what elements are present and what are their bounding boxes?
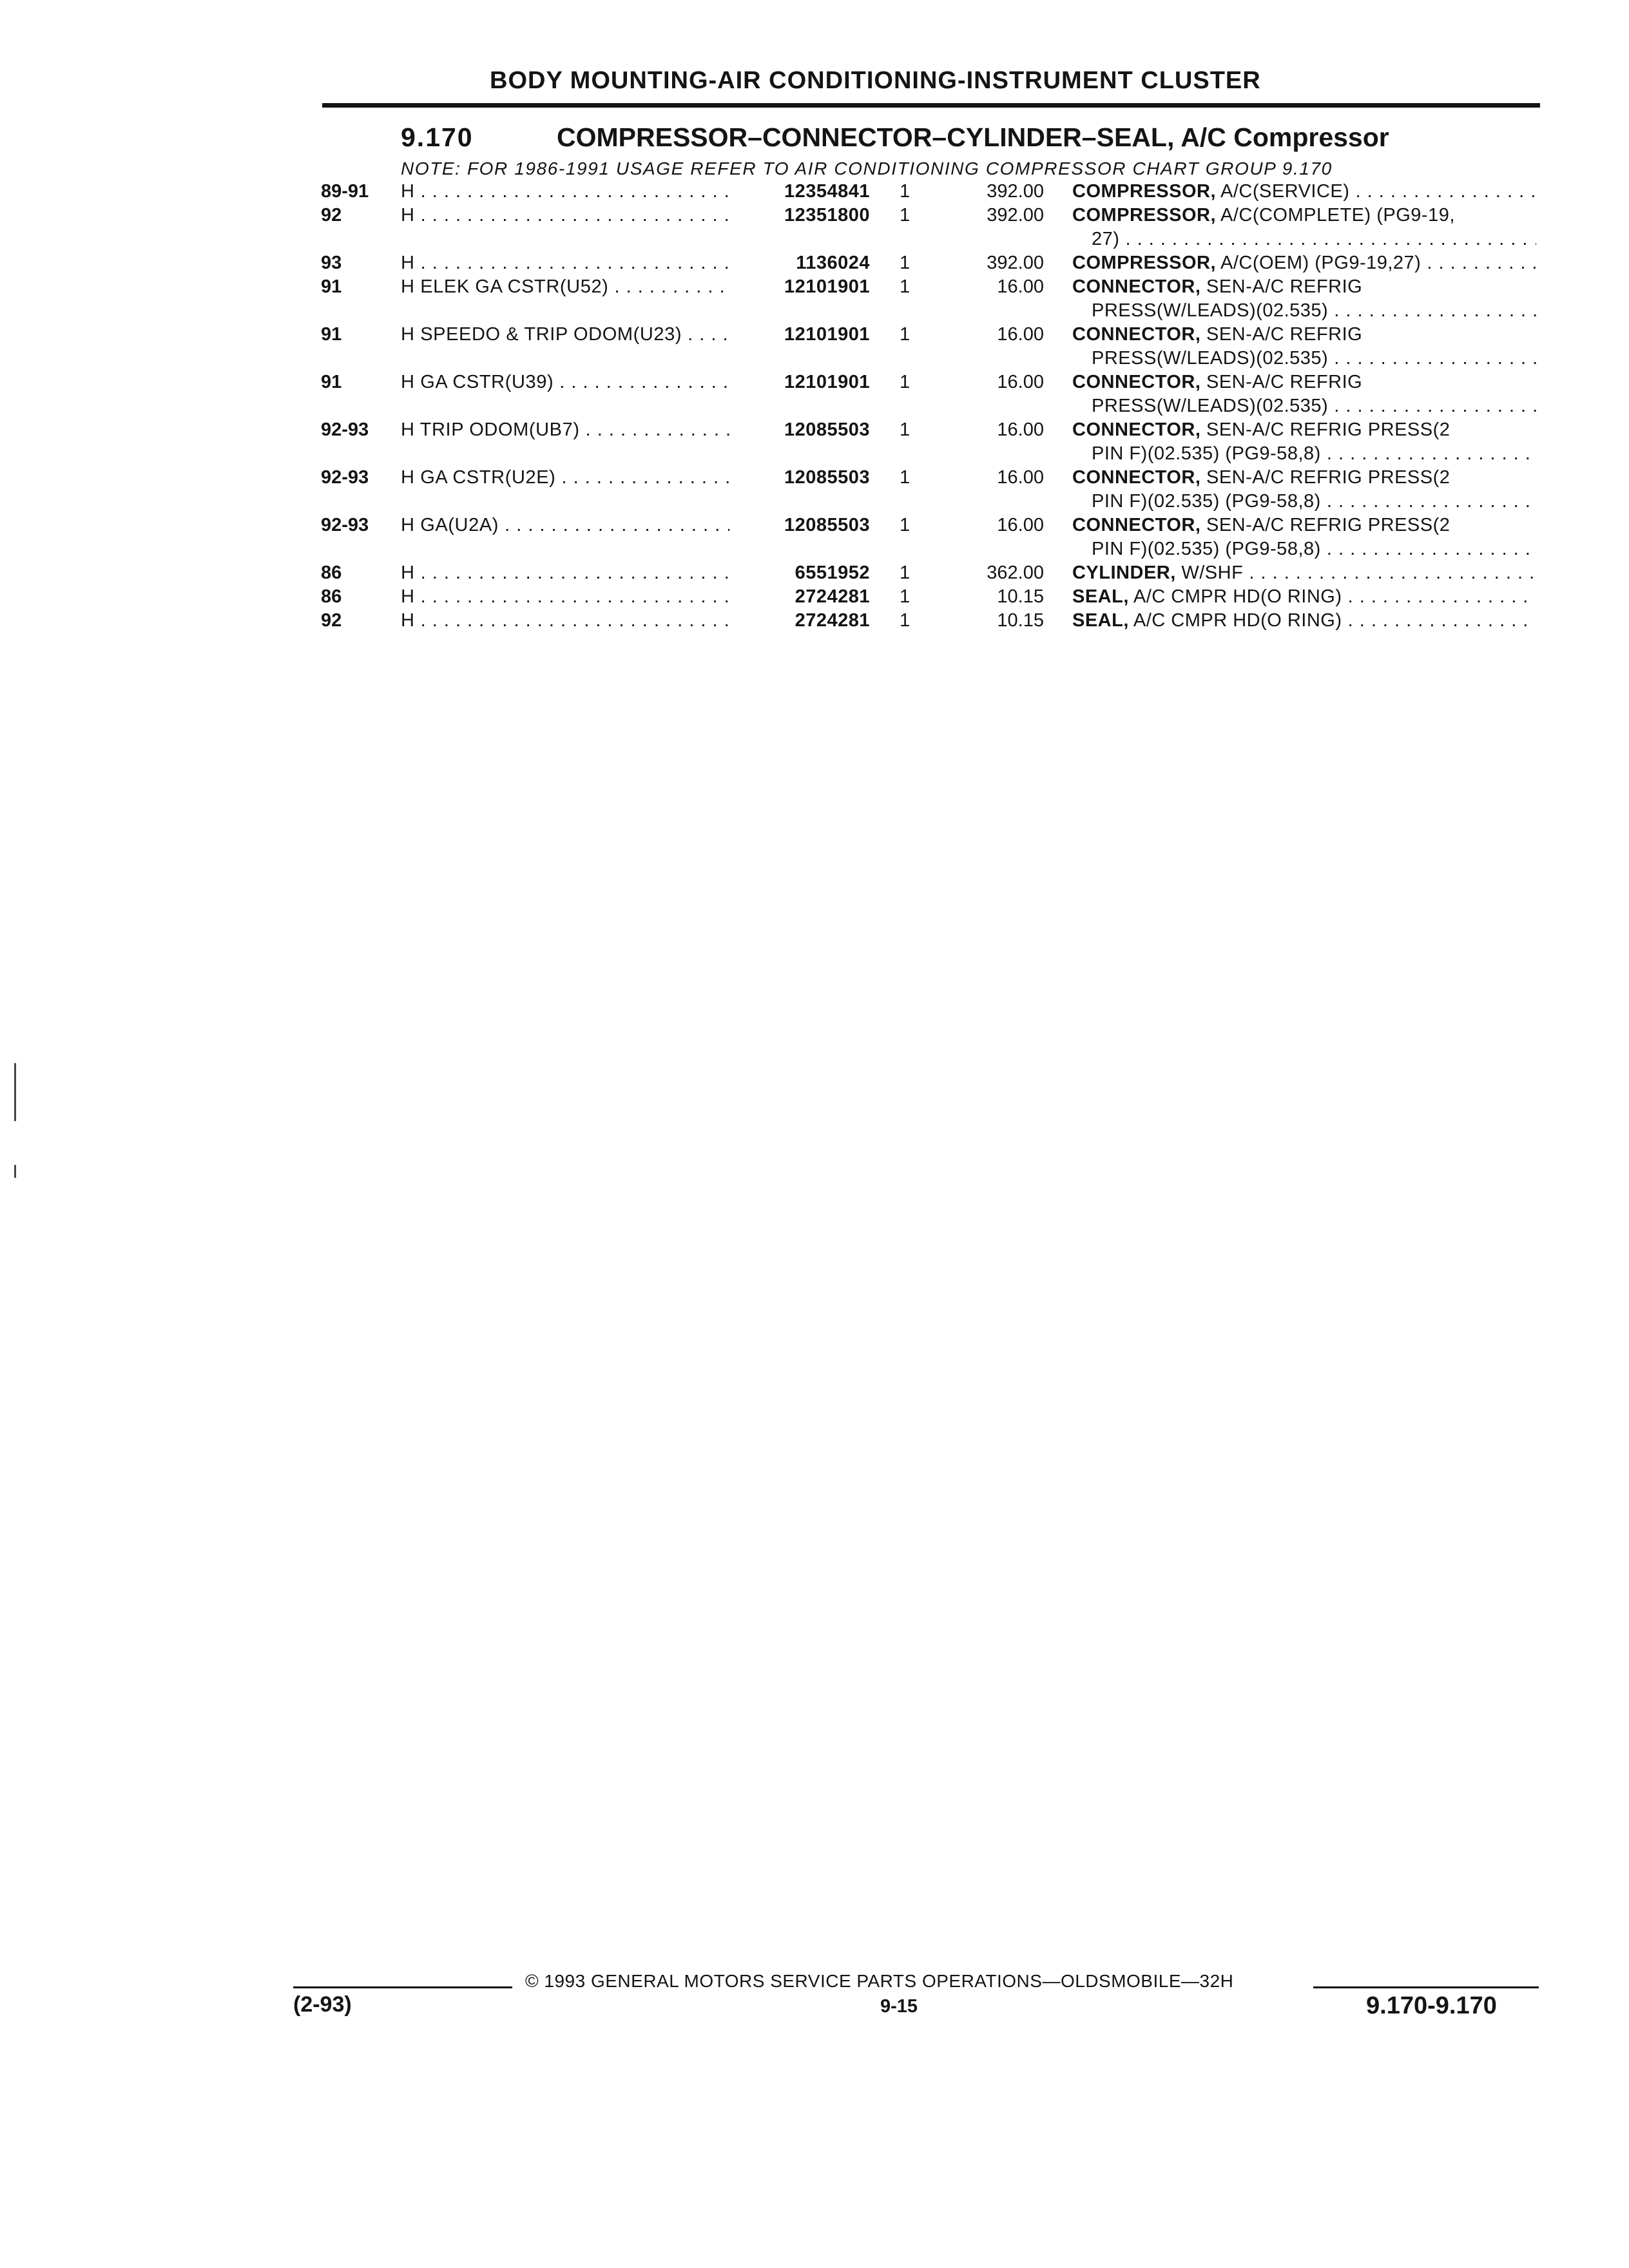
part-name: CONNECTOR, xyxy=(1072,276,1201,297)
year-cell: 91 xyxy=(321,372,342,392)
part-number-cell: 2724281 xyxy=(733,585,870,609)
description-line xyxy=(1072,418,1536,442)
table-row xyxy=(0,561,1629,585)
part-detail: SEN-A/C REFRIG xyxy=(1200,372,1363,392)
usage-cell: H SPEEDO & TRIP ODOM(U23) . . . xyxy=(401,323,729,347)
quantity-cell: 1 xyxy=(900,205,911,226)
footer-copyright: © 1993 GENERAL MOTORS SERVICE PARTS OPERATIONS—OLDSMOBILE—32H xyxy=(525,1971,1234,1991)
part-detail: A/C(OEM) (PG9-19,27) xyxy=(1216,253,1422,273)
description-line xyxy=(1072,466,1536,490)
part-number-cell: 12101901 xyxy=(733,370,870,394)
footer-section-range: 9.170-9.170 xyxy=(1366,1992,1497,2019)
table-row xyxy=(0,609,1629,633)
price-cell: 16.00 xyxy=(997,372,1044,392)
quantity-cell: 1 xyxy=(900,372,911,392)
part-name: CONNECTOR, xyxy=(1072,372,1201,392)
year-cell: 92 xyxy=(321,610,342,631)
price-cell: 10.15 xyxy=(997,610,1044,631)
part-number-cell: 12085503 xyxy=(733,514,870,537)
table-row xyxy=(0,275,1629,323)
year-cell: 92-93 xyxy=(321,515,369,535)
part-detail: A/C(COMPLETE) (PG9-19, xyxy=(1216,205,1455,226)
price-cell: 16.00 xyxy=(997,276,1044,297)
usage-cell: H . . . xyxy=(401,609,729,633)
table-row xyxy=(0,180,1629,204)
usage-cell: H GA(U2A) . . . xyxy=(401,514,729,537)
description-cell xyxy=(1072,466,1536,514)
section-note: NOTE: FOR 1986-1991 USAGE REFER TO AIR CONDITIONING COMPRESSOR CHART GROUP 9.170 xyxy=(401,159,1333,178)
table-row xyxy=(0,323,1629,370)
part-detail: SEN-A/C REFRIG xyxy=(1200,324,1363,345)
description-cell xyxy=(1072,323,1536,370)
footer-page-number: 9-15 xyxy=(880,1996,918,2017)
description-continuation: PRESS(W/LEADS)(02.535) . . . xyxy=(1072,394,1536,418)
year-cell: 89-91 xyxy=(321,181,369,202)
part-number-cell: 12354841 xyxy=(733,180,870,204)
footer-rule-left xyxy=(293,1986,512,1988)
part-name: CONNECTOR, xyxy=(1072,515,1201,535)
part-name: CONNECTOR, xyxy=(1072,419,1201,440)
year-cell: 92-93 xyxy=(321,419,369,440)
price-cell: 392.00 xyxy=(987,253,1044,273)
usage-cell: H ELEK GA CSTR(U52) . . . xyxy=(401,275,729,299)
description-line xyxy=(1072,370,1536,394)
description-cell xyxy=(1072,609,1536,633)
part-number-cell: 12101901 xyxy=(733,323,870,347)
part-detail: A/C(SERVICE) xyxy=(1216,181,1350,202)
description-line xyxy=(1072,323,1536,347)
year-cell: 92 xyxy=(321,205,342,226)
description-continuation: 27) . . . xyxy=(1072,227,1536,251)
table-row xyxy=(0,204,1629,251)
usage-cell: H . . . xyxy=(401,251,729,275)
price-cell: 10.15 xyxy=(997,586,1044,607)
description-continuation: PIN F)(02.535) (PG9-58,8) . . . xyxy=(1072,490,1536,514)
quantity-cell: 1 xyxy=(900,610,911,631)
year-cell: 92-93 xyxy=(321,467,369,488)
part-detail: A/C CMPR HD(O RING) xyxy=(1128,586,1342,607)
description-line xyxy=(1072,204,1536,227)
price-cell: 16.00 xyxy=(997,515,1044,535)
part-name: SEAL, xyxy=(1072,610,1129,631)
description-cell xyxy=(1072,561,1536,585)
part-number-cell: 1136024 xyxy=(733,251,870,275)
quantity-cell: 1 xyxy=(900,324,911,345)
part-number-cell: 12085503 xyxy=(733,418,870,442)
part-number-cell: 6551952 xyxy=(733,561,870,585)
quantity-cell: 1 xyxy=(900,515,911,535)
description-line xyxy=(1072,561,1536,585)
scan-mark xyxy=(14,1063,16,1121)
header-rule xyxy=(322,103,1540,108)
price-cell: 362.00 xyxy=(987,562,1044,583)
part-name: COMPRESSOR, xyxy=(1072,253,1217,273)
quantity-cell: 1 xyxy=(900,276,911,297)
usage-cell: H GA CSTR(U39) . . . xyxy=(401,370,729,394)
description-cell xyxy=(1072,585,1536,609)
usage-cell: H . . . xyxy=(401,585,729,609)
year-cell: 93 xyxy=(321,253,342,273)
part-detail: W/SHF xyxy=(1175,562,1244,583)
usage-cell: H . . . xyxy=(401,180,729,204)
description-line xyxy=(1072,275,1536,299)
usage-cell: H GA CSTR(U2E) . . . xyxy=(401,466,729,490)
description-line xyxy=(1072,180,1536,204)
price-cell: 16.00 xyxy=(997,467,1044,488)
usage-cell: H . . . xyxy=(401,561,729,585)
description-cell xyxy=(1072,204,1536,251)
part-detail: A/C CMPR HD(O RING) xyxy=(1128,610,1342,631)
usage-cell: H TRIP ODOM(UB7) . . . xyxy=(401,418,729,442)
section-number: 9.170 xyxy=(401,122,474,152)
part-name: CYLINDER, xyxy=(1072,562,1176,583)
description-cell xyxy=(1072,275,1536,323)
price-cell: 16.00 xyxy=(997,419,1044,440)
quantity-cell: 1 xyxy=(900,586,911,607)
part-name: CONNECTOR, xyxy=(1072,467,1201,488)
part-name: COMPRESSOR, xyxy=(1072,181,1217,202)
part-detail: SEN-A/C REFRIG xyxy=(1200,276,1363,297)
table-row xyxy=(0,514,1629,561)
table-row xyxy=(0,418,1629,466)
description-cell xyxy=(1072,180,1536,204)
quantity-cell: 1 xyxy=(900,467,911,488)
part-detail: SEN-A/C REFRIG PRESS(2 xyxy=(1200,419,1451,440)
price-cell: 16.00 xyxy=(997,324,1044,345)
table-row xyxy=(0,251,1629,275)
description-line xyxy=(1072,514,1536,537)
table-row xyxy=(0,466,1629,514)
year-cell: 86 xyxy=(321,562,342,583)
price-cell: 392.00 xyxy=(987,205,1044,226)
description-cell xyxy=(1072,370,1536,418)
quantity-cell: 1 xyxy=(900,562,911,583)
quantity-cell: 1 xyxy=(900,253,911,273)
page-header: BODY MOUNTING-AIR CONDITIONING-INSTRUMENT CLUSTER xyxy=(490,67,1261,94)
description-line xyxy=(1072,585,1536,609)
part-name: COMPRESSOR, xyxy=(1072,205,1217,226)
part-number-cell: 12085503 xyxy=(733,466,870,490)
year-cell: 86 xyxy=(321,586,342,607)
part-name: SEAL, xyxy=(1072,586,1129,607)
part-number-cell: 2724281 xyxy=(733,609,870,633)
part-detail: SEN-A/C REFRIG PRESS(2 xyxy=(1200,515,1451,535)
footer-rule-right xyxy=(1313,1986,1539,1988)
description-cell xyxy=(1072,514,1536,561)
quantity-cell: 1 xyxy=(900,419,911,440)
part-detail: SEN-A/C REFRIG PRESS(2 xyxy=(1200,467,1451,488)
description-line xyxy=(1072,609,1536,633)
part-number-cell: 12351800 xyxy=(733,204,870,227)
description-cell xyxy=(1072,251,1536,275)
description-continuation: PIN F)(02.535) (PG9-58,8) . . . xyxy=(1072,442,1536,466)
description-continuation: PRESS(W/LEADS)(02.535) . . . xyxy=(1072,347,1536,370)
price-cell: 392.00 xyxy=(987,181,1044,202)
scan-mark xyxy=(14,1165,16,1178)
quantity-cell: 1 xyxy=(900,181,911,202)
description-line xyxy=(1072,251,1536,275)
part-name: CONNECTOR, xyxy=(1072,324,1201,345)
table-row xyxy=(0,585,1629,609)
footer-date: (2-93) xyxy=(293,1992,352,2017)
parts-list xyxy=(0,180,1629,633)
description-cell xyxy=(1072,418,1536,466)
description-continuation: PIN F)(02.535) (PG9-58,8) . . . xyxy=(1072,537,1536,561)
year-cell: 91 xyxy=(321,276,342,297)
table-row xyxy=(0,370,1629,418)
usage-cell: H . . . xyxy=(401,204,729,227)
description-continuation: PRESS(W/LEADS)(02.535) . . . xyxy=(1072,299,1536,323)
part-number-cell: 12101901 xyxy=(733,275,870,299)
year-cell: 91 xyxy=(321,324,342,345)
section-title: COMPRESSOR–CONNECTOR–CYLINDER–SEAL, A/C Compressor xyxy=(557,122,1389,152)
